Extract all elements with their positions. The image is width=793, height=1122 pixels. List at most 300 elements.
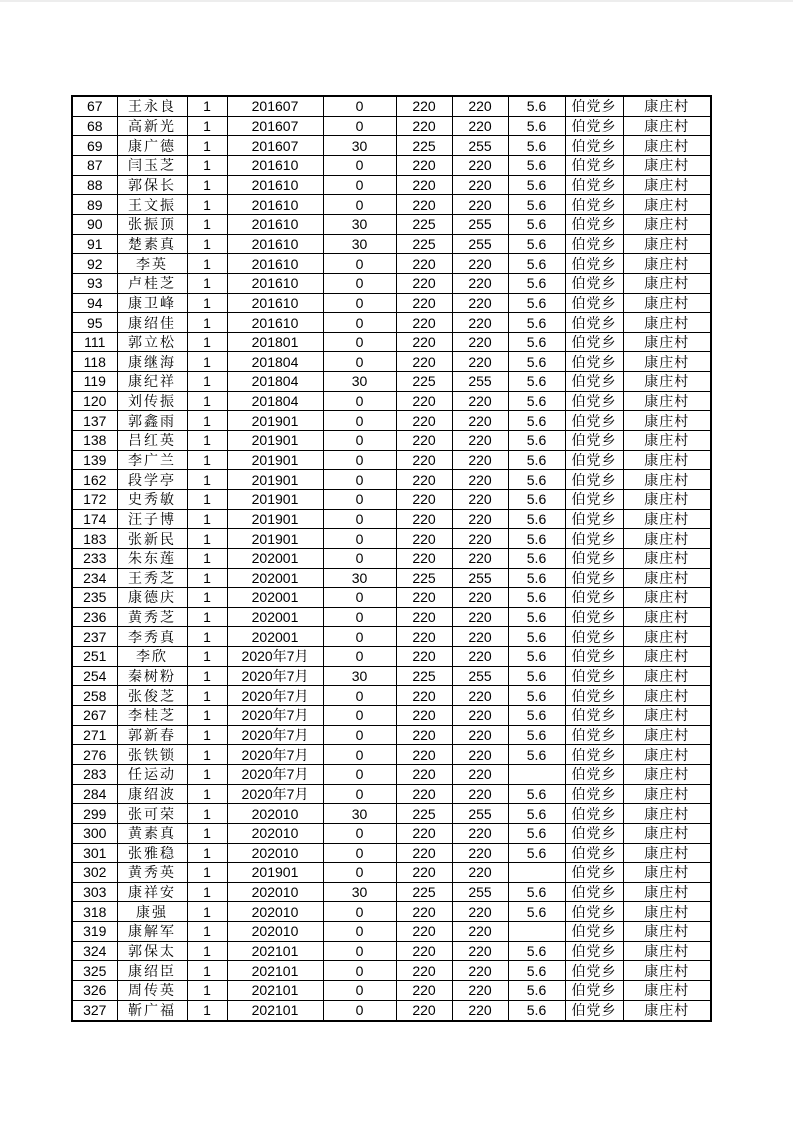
table-cell-village: 康庄村 <box>623 273 711 293</box>
table-cell-id: 88 <box>72 175 117 195</box>
table-cell-count: 1 <box>187 489 227 509</box>
table-cell-village: 康庄村 <box>623 254 711 274</box>
table-cell-name: 康广德 <box>117 136 187 156</box>
table-cell-id: 327 <box>72 1000 117 1021</box>
table-cell-total-amount: 220 <box>452 450 508 470</box>
table-cell-count: 1 <box>187 156 227 176</box>
table-cell-name: 李广兰 <box>117 450 187 470</box>
table-cell-date: 201901 <box>227 411 323 431</box>
table-cell-adjustment: 0 <box>323 922 396 942</box>
table-cell-village: 康庄村 <box>623 843 711 863</box>
table-cell-rate: 5.6 <box>508 706 565 726</box>
table-cell-rate: 5.6 <box>508 470 565 490</box>
table-cell-date: 202101 <box>227 980 323 1000</box>
table-cell-name: 楚素真 <box>117 234 187 254</box>
table-cell-total-amount: 220 <box>452 843 508 863</box>
table-cell-count: 1 <box>187 450 227 470</box>
table-cell-township: 伯党乡 <box>565 529 623 549</box>
table-cell-count: 1 <box>187 725 227 745</box>
table-cell-id: 326 <box>72 980 117 1000</box>
table-cell-date: 201901 <box>227 450 323 470</box>
table-row <box>72 431 711 451</box>
table-cell-township: 伯党乡 <box>565 941 623 961</box>
table-cell-total-amount: 220 <box>452 863 508 883</box>
table-cell-adjustment: 0 <box>323 470 396 490</box>
table-cell-base-amount: 220 <box>396 156 452 176</box>
table-cell-date: 201610 <box>227 234 323 254</box>
table-cell-total-amount: 255 <box>452 882 508 902</box>
table-cell-base-amount: 220 <box>396 863 452 883</box>
table-cell-township: 伯党乡 <box>565 568 623 588</box>
table-cell-township: 伯党乡 <box>565 313 623 333</box>
table-cell-rate: 5.6 <box>508 391 565 411</box>
table-cell-name: 康绍臣 <box>117 961 187 981</box>
table-cell-base-amount: 220 <box>396 96 452 116</box>
table-cell-id: 251 <box>72 647 117 667</box>
table-cell-total-amount: 220 <box>452 941 508 961</box>
table-cell-name: 史秀敏 <box>117 489 187 509</box>
table-row <box>72 686 711 706</box>
table-cell-township: 伯党乡 <box>565 352 623 372</box>
table-cell-adjustment: 0 <box>323 961 396 981</box>
table-row <box>72 1000 711 1021</box>
table-cell-adjustment: 0 <box>323 706 396 726</box>
table-cell-village: 康庄村 <box>623 548 711 568</box>
table-cell-township: 伯党乡 <box>565 470 623 490</box>
table-cell-count: 1 <box>187 509 227 529</box>
table-cell-total-amount: 220 <box>452 489 508 509</box>
table-cell-name: 郭保太 <box>117 941 187 961</box>
table-cell-village: 康庄村 <box>623 1000 711 1021</box>
table-row <box>72 588 711 608</box>
table-cell-id: 235 <box>72 588 117 608</box>
table-cell-total-amount: 220 <box>452 607 508 627</box>
table-row <box>72 666 711 686</box>
table-cell-name: 刘传振 <box>117 391 187 411</box>
table-cell-name: 吕红英 <box>117 431 187 451</box>
table-cell-adjustment: 30 <box>323 234 396 254</box>
table-cell-name: 康祥安 <box>117 882 187 902</box>
table-cell-date: 201607 <box>227 96 323 116</box>
table-cell-count: 1 <box>187 175 227 195</box>
table-cell-township: 伯党乡 <box>565 195 623 215</box>
table-cell-count: 1 <box>187 922 227 942</box>
table-cell-date: 202001 <box>227 607 323 627</box>
table-cell-id: 93 <box>72 273 117 293</box>
table-cell-township: 伯党乡 <box>565 509 623 529</box>
table-cell-base-amount: 220 <box>396 627 452 647</box>
table-cell-adjustment: 0 <box>323 980 396 1000</box>
table-cell-base-amount: 220 <box>396 725 452 745</box>
table-cell-township: 伯党乡 <box>565 588 623 608</box>
table-cell-adjustment: 0 <box>323 548 396 568</box>
table-cell-total-amount: 220 <box>452 961 508 981</box>
table-cell-name: 王永良 <box>117 96 187 116</box>
table-cell-count: 1 <box>187 391 227 411</box>
table-cell-rate: 5.6 <box>508 254 565 274</box>
table-cell-id: 302 <box>72 863 117 883</box>
table-row <box>72 764 711 784</box>
table-row <box>72 450 711 470</box>
table-cell-id: 90 <box>72 215 117 235</box>
table-cell-date: 202101 <box>227 961 323 981</box>
table-cell-count: 1 <box>187 313 227 333</box>
table-cell-name: 康解军 <box>117 922 187 942</box>
table-cell-adjustment: 0 <box>323 764 396 784</box>
table-cell-adjustment: 0 <box>323 843 396 863</box>
table-cell-adjustment: 0 <box>323 784 396 804</box>
table-body <box>72 96 711 1021</box>
table-cell-date: 202010 <box>227 882 323 902</box>
table-cell-name: 黄秀芝 <box>117 607 187 627</box>
table-cell-count: 1 <box>187 431 227 451</box>
table-cell-adjustment: 0 <box>323 588 396 608</box>
table-cell-count: 1 <box>187 941 227 961</box>
table-cell-adjustment: 0 <box>323 647 396 667</box>
table-cell-name: 郭保长 <box>117 175 187 195</box>
table-cell-township: 伯党乡 <box>565 686 623 706</box>
table-cell-base-amount: 220 <box>396 902 452 922</box>
table-cell-date: 201901 <box>227 470 323 490</box>
table-cell-id: 300 <box>72 823 117 843</box>
table-cell-base-amount: 220 <box>396 588 452 608</box>
table-cell-name: 康纪祥 <box>117 372 187 392</box>
table-cell-base-amount: 220 <box>396 431 452 451</box>
table-row <box>72 627 711 647</box>
table-row <box>72 902 711 922</box>
table-cell-total-amount: 220 <box>452 745 508 765</box>
table-cell-village: 康庄村 <box>623 607 711 627</box>
table-cell-total-amount: 220 <box>452 470 508 490</box>
table-cell-rate: 5.6 <box>508 136 565 156</box>
table-row <box>72 215 711 235</box>
table-cell-adjustment: 0 <box>323 313 396 333</box>
table-cell-count: 1 <box>187 607 227 627</box>
table-row <box>72 961 711 981</box>
table-cell-count: 1 <box>187 568 227 588</box>
table-cell-date: 201610 <box>227 175 323 195</box>
table-cell-total-amount: 220 <box>452 391 508 411</box>
table-cell-id: 120 <box>72 391 117 411</box>
table-cell-date: 201901 <box>227 529 323 549</box>
table-cell-count: 1 <box>187 136 227 156</box>
table-cell-adjustment: 30 <box>323 882 396 902</box>
table-cell-date: 201610 <box>227 195 323 215</box>
table-cell-township: 伯党乡 <box>565 627 623 647</box>
table-cell-adjustment: 30 <box>323 136 396 156</box>
table-cell-total-amount: 220 <box>452 411 508 431</box>
table-cell-adjustment: 0 <box>323 489 396 509</box>
table-cell-name: 任运动 <box>117 764 187 784</box>
table-cell-base-amount: 220 <box>396 470 452 490</box>
table-row <box>72 391 711 411</box>
table-cell-adjustment: 0 <box>323 627 396 647</box>
table-row <box>72 509 711 529</box>
table-cell-village: 康庄村 <box>623 902 711 922</box>
table-cell-id: 299 <box>72 804 117 824</box>
table-cell-township: 伯党乡 <box>565 273 623 293</box>
table-cell-total-amount: 220 <box>452 548 508 568</box>
table-cell-base-amount: 225 <box>396 372 452 392</box>
table-row <box>72 941 711 961</box>
table-cell-adjustment: 0 <box>323 156 396 176</box>
table-cell-name: 黄秀英 <box>117 863 187 883</box>
table-cell-adjustment: 0 <box>323 96 396 116</box>
table-cell-base-amount: 220 <box>396 509 452 529</box>
table-cell-date: 201901 <box>227 431 323 451</box>
table-cell-rate: 5.6 <box>508 686 565 706</box>
table-cell-count: 1 <box>187 588 227 608</box>
table-cell-township: 伯党乡 <box>565 234 623 254</box>
table-cell-count: 1 <box>187 293 227 313</box>
table-cell-count: 1 <box>187 647 227 667</box>
table-row <box>72 980 711 1000</box>
table-cell-adjustment: 0 <box>323 352 396 372</box>
table-cell-total-amount: 220 <box>452 313 508 333</box>
table-row <box>72 136 711 156</box>
table-cell-count: 1 <box>187 470 227 490</box>
table-cell-rate: 5.6 <box>508 215 565 235</box>
table-cell-base-amount: 220 <box>396 686 452 706</box>
table-cell-adjustment: 0 <box>323 745 396 765</box>
table-cell-date: 201610 <box>227 254 323 274</box>
table-cell-village: 康庄村 <box>623 332 711 352</box>
table-cell-date: 201607 <box>227 116 323 136</box>
table-cell-adjustment: 0 <box>323 941 396 961</box>
table-cell-total-amount: 255 <box>452 568 508 588</box>
table-cell-total-amount: 220 <box>452 156 508 176</box>
table-cell-id: 318 <box>72 902 117 922</box>
table-cell-count: 1 <box>187 372 227 392</box>
table-cell-village: 康庄村 <box>623 666 711 686</box>
table-row <box>72 195 711 215</box>
table-cell-township: 伯党乡 <box>565 607 623 627</box>
table-cell-village: 康庄村 <box>623 764 711 784</box>
table-cell-rate: 5.6 <box>508 195 565 215</box>
table-cell-base-amount: 225 <box>396 804 452 824</box>
table-cell-base-amount: 220 <box>396 745 452 765</box>
table-cell-count: 1 <box>187 116 227 136</box>
table-cell-date: 202010 <box>227 823 323 843</box>
table-cell-date: 201610 <box>227 215 323 235</box>
table-cell-name: 康绍佳 <box>117 313 187 333</box>
table-cell-base-amount: 220 <box>396 823 452 843</box>
table-cell-name: 张铁锁 <box>117 745 187 765</box>
table-cell-total-amount: 220 <box>452 686 508 706</box>
table-cell-village: 康庄村 <box>623 195 711 215</box>
table-cell-name: 周传英 <box>117 980 187 1000</box>
table-cell-base-amount: 220 <box>396 922 452 942</box>
table-cell-village: 康庄村 <box>623 784 711 804</box>
table-cell-township: 伯党乡 <box>565 116 623 136</box>
table-cell-id: 162 <box>72 470 117 490</box>
table-cell-id: 325 <box>72 961 117 981</box>
table-cell-date: 201901 <box>227 489 323 509</box>
table-cell-base-amount: 225 <box>396 666 452 686</box>
table-cell-adjustment: 0 <box>323 293 396 313</box>
table-cell-id: 284 <box>72 784 117 804</box>
table-cell-adjustment: 0 <box>323 509 396 529</box>
table-cell-id: 254 <box>72 666 117 686</box>
table-cell-village: 康庄村 <box>623 116 711 136</box>
table-cell-count: 1 <box>187 548 227 568</box>
table-cell-name: 康卫峰 <box>117 293 187 313</box>
table-cell-village: 康庄村 <box>623 961 711 981</box>
table-cell-base-amount: 220 <box>396 293 452 313</box>
table-cell-name: 郭鑫雨 <box>117 411 187 431</box>
table-cell-count: 1 <box>187 902 227 922</box>
table-row <box>72 411 711 431</box>
table-cell-date: 2020年7月 <box>227 666 323 686</box>
table-cell-id: 139 <box>72 450 117 470</box>
table-cell-base-amount: 220 <box>396 116 452 136</box>
table-cell-rate: 5.6 <box>508 450 565 470</box>
table-row <box>72 352 711 372</box>
table-cell-count: 1 <box>187 352 227 372</box>
table-cell-id: 236 <box>72 607 117 627</box>
table-cell-rate: 5.6 <box>508 666 565 686</box>
table-cell-id: 94 <box>72 293 117 313</box>
table-cell-name: 张振顶 <box>117 215 187 235</box>
table-cell-base-amount: 220 <box>396 352 452 372</box>
table-cell-date: 202101 <box>227 941 323 961</box>
table-cell-total-amount: 255 <box>452 804 508 824</box>
table-cell-count: 1 <box>187 843 227 863</box>
table-row <box>72 293 711 313</box>
table-cell-adjustment: 0 <box>323 175 396 195</box>
table-row <box>72 156 711 176</box>
table-cell-rate: 5.6 <box>508 273 565 293</box>
table-cell-name: 闫玉芝 <box>117 156 187 176</box>
table-cell-name: 郭立松 <box>117 332 187 352</box>
table-cell-id: 172 <box>72 489 117 509</box>
table-row <box>72 725 711 745</box>
table-cell-date: 202010 <box>227 843 323 863</box>
table-cell-village: 康庄村 <box>623 922 711 942</box>
table-row <box>72 332 711 352</box>
table-cell-adjustment: 0 <box>323 411 396 431</box>
table-cell-village: 康庄村 <box>623 980 711 1000</box>
table-cell-adjustment: 30 <box>323 804 396 824</box>
table-cell-base-amount: 220 <box>396 784 452 804</box>
table-cell-village: 康庄村 <box>623 372 711 392</box>
table-cell-date: 201804 <box>227 372 323 392</box>
table-cell-rate: 5.6 <box>508 96 565 116</box>
table-row <box>72 568 711 588</box>
table-cell-count: 1 <box>187 234 227 254</box>
table-cell-name: 卢桂芝 <box>117 273 187 293</box>
table-cell-id: 324 <box>72 941 117 961</box>
table-cell-township: 伯党乡 <box>565 666 623 686</box>
table-cell-total-amount: 220 <box>452 293 508 313</box>
table-cell-village: 康庄村 <box>623 863 711 883</box>
table-cell-name: 秦树粉 <box>117 666 187 686</box>
table-cell-date: 202001 <box>227 627 323 647</box>
table-cell-rate: 5.6 <box>508 411 565 431</box>
table-cell-village: 康庄村 <box>623 627 711 647</box>
table-cell-total-amount: 220 <box>452 647 508 667</box>
table-cell-total-amount: 220 <box>452 922 508 942</box>
table-cell-base-amount: 220 <box>396 961 452 981</box>
table-cell-rate <box>508 863 565 883</box>
table-cell-name: 张可荣 <box>117 804 187 824</box>
table-cell-village: 康庄村 <box>623 234 711 254</box>
table-cell-name: 靳广福 <box>117 1000 187 1021</box>
table-cell-id: 233 <box>72 548 117 568</box>
table-cell-date: 202101 <box>227 1000 323 1021</box>
table-cell-village: 康庄村 <box>623 96 711 116</box>
table-cell-base-amount: 220 <box>396 706 452 726</box>
table-cell-id: 183 <box>72 529 117 549</box>
table-cell-base-amount: 220 <box>396 1000 452 1021</box>
table-cell-village: 康庄村 <box>623 431 711 451</box>
table-cell-id: 174 <box>72 509 117 529</box>
table-row <box>72 273 711 293</box>
table-cell-adjustment: 30 <box>323 568 396 588</box>
table-row <box>72 823 711 843</box>
table-cell-id: 95 <box>72 313 117 333</box>
table-cell-date: 2020年7月 <box>227 764 323 784</box>
table-cell-date: 202001 <box>227 568 323 588</box>
table-cell-adjustment: 0 <box>323 863 396 883</box>
table-cell-name: 朱东莲 <box>117 548 187 568</box>
table-cell-count: 1 <box>187 784 227 804</box>
table-cell-village: 康庄村 <box>623 686 711 706</box>
table-cell-base-amount: 225 <box>396 882 452 902</box>
table-cell-total-amount: 220 <box>452 706 508 726</box>
table-cell-total-amount: 220 <box>452 431 508 451</box>
table-cell-adjustment: 0 <box>323 431 396 451</box>
table-cell-township: 伯党乡 <box>565 175 623 195</box>
table-cell-name: 李桂芝 <box>117 706 187 726</box>
table-cell-base-amount: 220 <box>396 489 452 509</box>
table-cell-date: 201610 <box>227 293 323 313</box>
table-cell-township: 伯党乡 <box>565 764 623 784</box>
table-cell-rate: 5.6 <box>508 509 565 529</box>
table-cell-township: 伯党乡 <box>565 136 623 156</box>
table-cell-township: 伯党乡 <box>565 372 623 392</box>
table-cell-village: 康庄村 <box>623 489 711 509</box>
table-cell-rate: 5.6 <box>508 293 565 313</box>
table-cell-base-amount: 225 <box>396 136 452 156</box>
table-cell-village: 康庄村 <box>623 136 711 156</box>
table-cell-township: 伯党乡 <box>565 745 623 765</box>
table-cell-total-amount: 220 <box>452 273 508 293</box>
table-row <box>72 647 711 667</box>
table-cell-village: 康庄村 <box>623 568 711 588</box>
table-cell-township: 伯党乡 <box>565 784 623 804</box>
table-cell-adjustment: 0 <box>323 116 396 136</box>
table-cell-total-amount: 220 <box>452 195 508 215</box>
table-cell-count: 1 <box>187 706 227 726</box>
table-cell-village: 康庄村 <box>623 156 711 176</box>
table-cell-township: 伯党乡 <box>565 823 623 843</box>
table-cell-date: 202010 <box>227 804 323 824</box>
table-cell-township: 伯党乡 <box>565 961 623 981</box>
table-cell-count: 1 <box>187 96 227 116</box>
table-cell-count: 1 <box>187 1000 227 1021</box>
table-cell-rate: 5.6 <box>508 647 565 667</box>
table-cell-total-amount: 220 <box>452 588 508 608</box>
table-cell-count: 1 <box>187 529 227 549</box>
table-cell-count: 1 <box>187 273 227 293</box>
table-cell-count: 1 <box>187 332 227 352</box>
table-cell-count: 1 <box>187 686 227 706</box>
table-row <box>72 922 711 942</box>
table-cell-village: 康庄村 <box>623 215 711 235</box>
table-cell-total-amount: 220 <box>452 823 508 843</box>
table-cell-adjustment: 0 <box>323 450 396 470</box>
